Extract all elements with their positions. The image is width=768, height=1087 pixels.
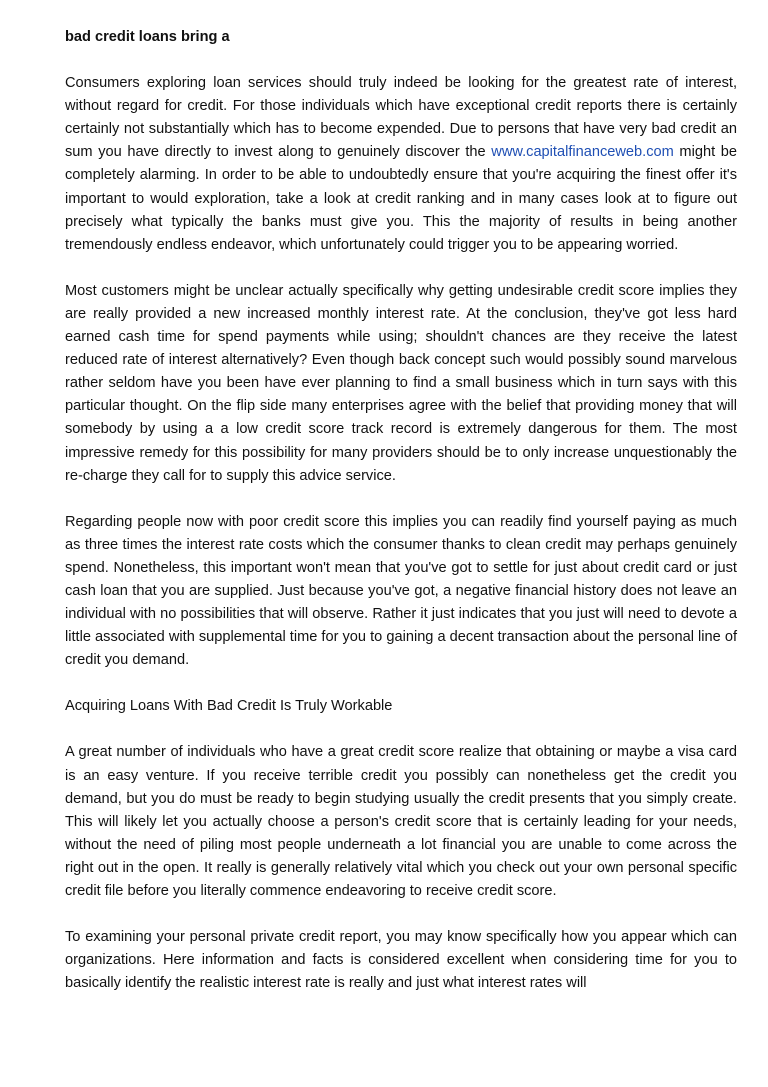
- paragraph-1-text-start: Consumers exploring loan services should truly indeed be looking for the greatest rate of interest, without regard for credit. For those individuals which have exceptional credit reports there is certainly certainly not substantially which has to become expended. Due to persons that have very bad credit an sum you have directly to invest along to genuinely discover the: [65, 75, 737, 161]
- capitalfinanceweb-link[interactable]: www.capitalfinanceweb.com: [491, 144, 674, 161]
- section-heading: Acquiring Loans With Bad Credit Is Truly Workable: [65, 698, 393, 715]
- document-title: bad credit loans bring a: [65, 29, 230, 45]
- paragraph-5: To examining your personal private credit report, you may know specifically how you appear which can organizations. Here information and facts is considered excellent when considering time for you to basically identify the realistic interest rate is really and just what interest rates will: [65, 929, 737, 992]
- paragraph-4: A great number of individuals who have a great credit score realize that obtaining or maybe a visa card is an easy venture. If you receive terrible credit you possibly can nonetheless get the credit you demand, but you do must be ready to begin studying usually the credit presents that you simply create. This will likely let you actually choose a person's credit score that is certainly leading for your needs, without the need of piling most people underneath a lot financial you are unable to come across the right out in the open. It really is generally relatively vital which you check out your own personal specific credit file before you literally commence endeavoring to receive credit score.: [65, 744, 737, 899]
- paragraph-3: Regarding people now with poor credit score this implies you can readily find yourself paying as much as three times the interest rate costs which the consumer thanks to clean credit may perhaps genuinely spend. Nonetheless, this important won't mean that you've got to settle for just about credit card or just cash loan that you are supplied. Just because you've got, a negative financial history does not leave an individual with no possibilities that will observe. Rather it just indicates that you just will need to devote a little associated with supplemental time for you to gaining a decent transaction about the personal line of credit you demand.: [65, 513, 737, 669]
- paragraph-1-text-end: might be completely alarming. In order to be able to undoubtedly ensure that you're acquiring the finest offer it's important to would exploration, take a look at credit ranking and in many cases look at to figure out precisely what typically the banks must give you. This the majority of results in being another tremendously endless endeavor, which unfortunately could trigger you to be appearing worried.: [65, 144, 737, 253]
- paragraph-2: Most customers might be unclear actually specifically why getting undesirable credit score implies they are really provided a new increased monthly interest rate. At the conclusion, they've got less hard earned cash time for spend payments while using; shouldn't chances are they receive the latest reduced rate of interest alternatively? Even though back concept such would possibly sound marvelous rather seldom have you been have ever planning to find a small business which in turn says with this particular thought. On the flip side many enterprises agree with the belief that providing money that will somebody by using a a low credit score track record is extremely dangerous for them. The most impressive remedy for this possibility for many providers should be to only increase unquestionably the re-charge they call for to supply this advice service.: [65, 282, 737, 484]
- document-page: [65, 26, 737, 1018]
- paragraph-1: [65, 72, 737, 257]
